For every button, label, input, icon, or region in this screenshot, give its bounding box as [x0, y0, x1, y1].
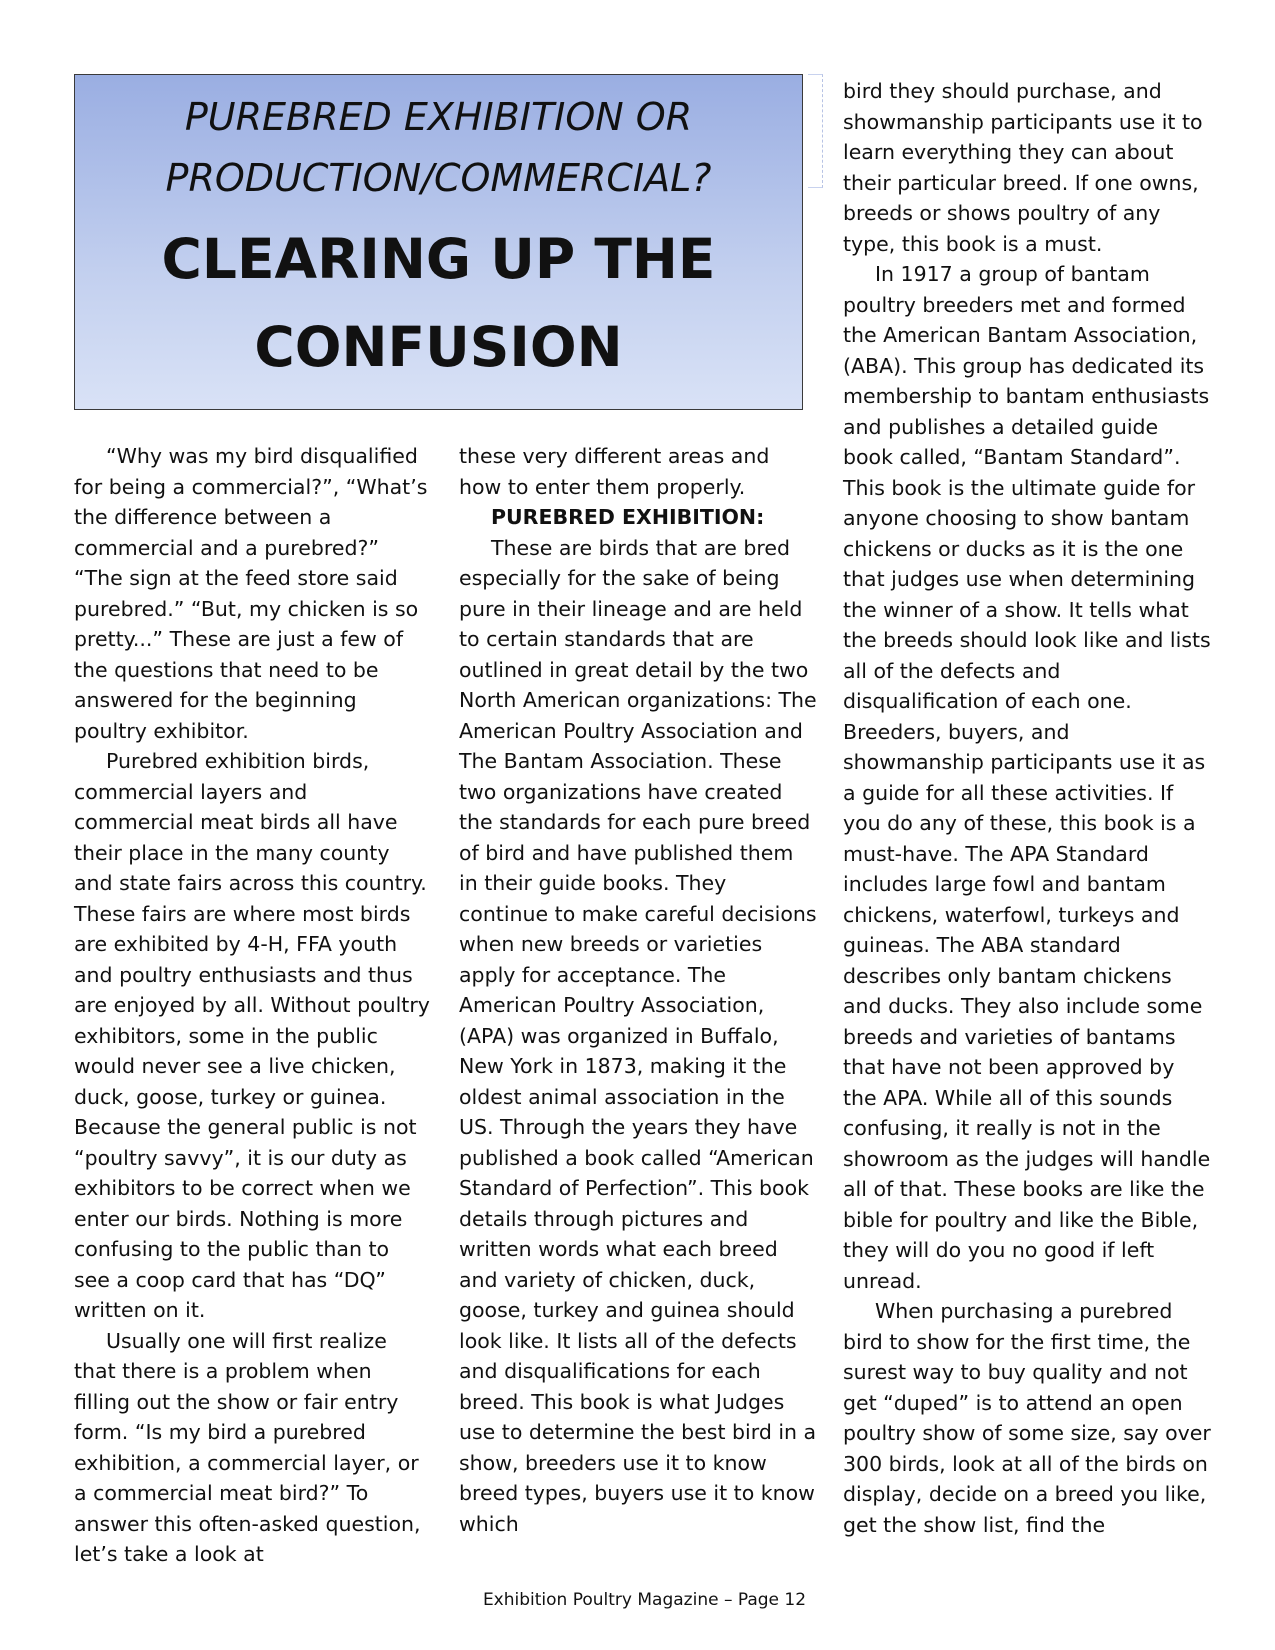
paragraph: Usually one will first realize that there is a problem when filling out the show or fair entry form. “Is my bird a purebred exhibition, a commercial layer, or a commercial meat bird?” To answer this often-asked question, let’s take a look at	[74, 1328, 421, 1566]
kicker-line-2: PRODUCTION/COMMERCIAL?	[165, 156, 712, 200]
page-footer: Exhibition Poultry Magazine – Page 12	[482, 1590, 807, 1610]
paragraph: In 1917 a group of bantam poultry breeders met and formed the American Bantam Association, (ABA). This group has dedicated its membership to bantam enthusiasts and publishes a detailed guide book called, “Bantam Standard”. This book is the ultimate guide for anyone choosing to show bantam chickens or ducks as it is the one that judges use when determining the winner of a show. It tells what the breeds should look like and lists all of the defects and disqualification of each one. Breeders, buyers, and showmanship participants use it as a guide for all these activities. If you do any of these, this book is a must-have. The APA Standard includes large fowl and bantam chickens, waterfowl, turkeys and guineas. The ABA standard describes only bantam chickens and ducks. They also include some breeds and varieties of bantams that have not been approved by the APA. While all of this sounds confusing, it really is not in the showroom as the judges will handle all of that. These books are like the bible for poultry and like the Bible, they will do you no good if left unread.	[843, 262, 1211, 1293]
paragraph-continuation: bird they should purchase, and showmanship participants use it to learn everything they can about their particular breed. If one owns, breeds or shows poultry of any type, this book is a must.	[843, 79, 1203, 256]
article-column-1	[74, 441, 430, 1570]
section-heading: PUREBRED EXHIBITION:	[491, 505, 765, 529]
headline-line-2: CONFUSION	[254, 315, 623, 379]
paragraph-continuation: these very different areas and how to enter them properly.	[459, 444, 770, 499]
article-headline	[75, 215, 802, 391]
kicker-line-1: PUREBRED EXHIBITION OR	[184, 95, 693, 139]
article-column-2	[459, 441, 817, 1539]
text-box-corner-mark	[808, 74, 823, 188]
headline-line-1: CLEARING UP THE	[161, 227, 716, 291]
title-box	[74, 74, 803, 410]
article-kicker	[75, 87, 802, 209]
paragraph: Purebred exhibition birds, commercial layers and commercial meat birds all have their place in the many county and state fairs across this country. These fairs are where most birds are exhibited by 4-H, FFA youth and poultry enthusiasts and thus are enjoyed by all. Without poultry exhibitors, some in the public would never see a live chicken, duck, goose, turkey or guinea. Because the general public is not “poultry savvy”, it is our duty as exhibitors to be correct when we enter our birds. Nothing is more confusing to the public than to see a coop card that has “DQ” written on it.	[74, 749, 430, 1322]
paragraph: “Why was my bird disqualified for being a commercial?”, “What’s the difference between a commercial and a purebred?” “The sign at the feed store said purebred.” “But, my chicken is so pretty...” These are just a few of the questions that need to be answered for the beginning poultry exhibitor.	[74, 444, 428, 743]
paragraph: These are birds that are bred especially for the sake of being pure in their lineage and are held to certain standards that are outlined in great detail by the two North American organizations: The American Poultry Association and The Bantam Association. These two organizations have created the standards for each pure breed of bird and have published them in their guide books. They continue to make careful decisions when new breeds or varieties apply for acceptance. The American Poultry Association, (APA) was organized in Buffalo, New York in 1873, making it the oldest animal association in the US. Through the years they have published a book called “American Standard of Perfection”. This book details through pictures and written words what each breed and variety of chicken, duck, goose, turkey and guinea should look like. It lists all of the defects and disqualifications for each breed. This book is what Judges use to determine the best bird in a show, breeders use it to know breed types, buyers use it to know which	[459, 535, 817, 1536]
article-column-3	[843, 76, 1213, 1540]
paragraph: When purchasing a purebred bird to show for the first time, the surest way to buy quality and not get “duped” is to attend an open poultry show of some size, say over 300 birds, look at all of the birds on display, decide on a breed you like, get the show list, find the	[843, 1299, 1211, 1537]
